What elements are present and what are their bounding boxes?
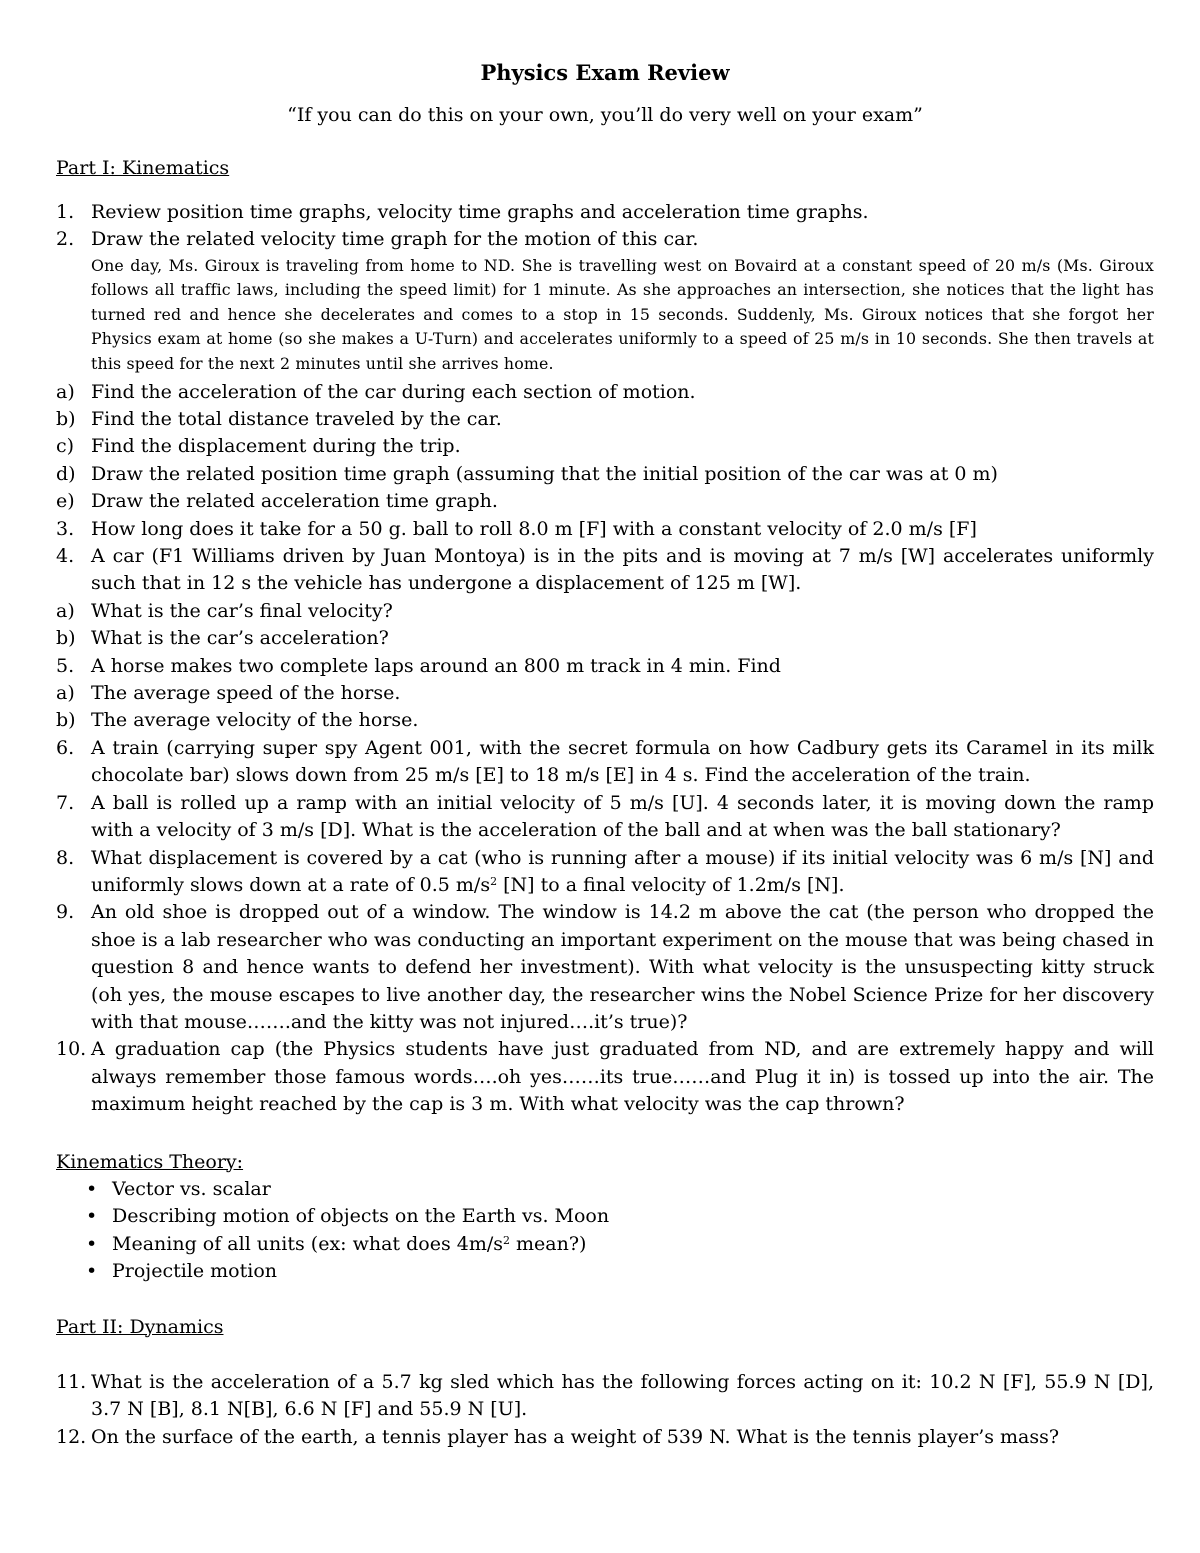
page-title: Physics Exam Review: [480, 60, 730, 85]
question-number: 2.: [56, 228, 75, 251]
car-scenario-text: One day, Ms. Giroux is traveling from home to ND. She is travelling west on Bovaird at a constant speed of 20 m/s (Ms. Giroux follows all traffic laws, including the speed limit) for 1 minute. As she approaches an intersection, she notices that the light has turned red and hence she decelerates and comes to a stop in 15 seconds. Suddenly, Ms. Giroux notices that she forgot her Physics exam at home (so she makes a U-Turn) and accelerates uniformly to a speed of 25 m/s in 10 seconds. She then travels at this speed for the next 2 minutes until she arrives home.: [91, 255, 1154, 373]
subquestion-letter: c): [56, 435, 75, 458]
bullet-text: Describing motion of objects on the Earth vs. Moon: [112, 1205, 610, 1228]
question-number: 12.: [56, 1425, 87, 1448]
subquestion-text: What is the car’s acceleration?: [91, 627, 389, 650]
superscript: 2: [503, 1233, 510, 1247]
subquestion-text: Find the displacement during the trip.: [91, 435, 461, 458]
subquestion-text: Find the total distance traveled by the car.: [91, 408, 502, 430]
subquestion-text: Draw the related position time graph (assuming that the initial position of the car was at 0 m): [91, 462, 998, 485]
question-5: [56, 653, 1154, 680]
question-number: 7.: [56, 791, 75, 814]
question-12: [56, 1424, 1154, 1451]
question-3: [56, 516, 1154, 543]
question-number: 3.: [56, 517, 75, 540]
bullet-icon: •: [86, 1205, 98, 1228]
question-2c: [56, 433, 1154, 460]
question-number: 4.: [56, 545, 75, 568]
question-text: [91, 845, 1154, 900]
question-number: 8.: [56, 846, 75, 869]
subquestion-letter: b): [56, 709, 76, 732]
question-1: [56, 199, 1154, 226]
question-number: 6.: [56, 736, 75, 759]
bullet-text: [112, 1231, 586, 1258]
bullet-text-part: mean?): [510, 1232, 587, 1255]
subquestion-letter: b): [56, 627, 76, 650]
question-2b: [56, 406, 1154, 433]
subquestion-letter: d): [56, 462, 76, 485]
question-4a: [56, 598, 1154, 625]
subquestion-letter: a): [56, 380, 75, 403]
theory-bullets: [56, 1176, 1154, 1286]
subquestion-letter: a): [56, 682, 75, 705]
question-number: 1.: [56, 200, 75, 223]
question-text: An old shoe is dropped out of a window. The window is 14.2 m above the cat (the person who dropped the shoe is a lab researcher who was conducting an important experiment on the mouse that was being chased in question 8 and hence wants to defend her investment). With what velocity is the unsuspecting kitty struck (oh yes, the mouse escapes to live another day, the researcher wins the Nobel Science Prize for her discovery with that mouse…….and the kitty was not injured….it’s true)?: [91, 901, 1154, 1033]
subquestion-text: The average velocity of the horse.: [91, 709, 419, 732]
dynamics-questions: [56, 1369, 1154, 1451]
subquestion-text: Draw the related acceleration time graph.: [91, 490, 498, 513]
subquestion-letter: b): [56, 408, 76, 430]
question-2d: [56, 461, 1154, 488]
bullet-item: [86, 1258, 1154, 1285]
question-text-part: [N] to a final velocity of 1.2m/s [N].: [497, 873, 845, 896]
question-text: Review position time graphs, velocity time graphs and acceleration time graphs.: [91, 200, 869, 223]
question-5a: [56, 680, 1154, 707]
question-6: [56, 735, 1154, 790]
question-2a: [56, 379, 1154, 406]
bullet-icon: •: [86, 1177, 98, 1200]
page-subtitle: “If you can do this on your own, you’ll do very well on your exam”: [287, 104, 923, 126]
subquestion-text: Find the acceleration of the car during each section of motion.: [91, 380, 696, 403]
question-10: [56, 1036, 1154, 1118]
bullet-item: [86, 1176, 1154, 1203]
bullet-text-part: Meaning of all units (ex: what does 4m/s: [112, 1232, 503, 1255]
question-text: How long does it take for a 50 g. ball to roll 8.0 m [F] with a constant velocity of 2.0 m/s [F]: [91, 517, 977, 540]
bullet-text: Vector vs. scalar: [112, 1177, 271, 1200]
question-text: A horse makes two complete laps around an 800 m track in 4 min. Find: [91, 654, 781, 677]
question-7: [56, 790, 1154, 845]
subquestion-text: What is the car’s final velocity?: [91, 599, 393, 622]
question-number: 9.: [56, 901, 75, 924]
question-4: [56, 543, 1154, 598]
question-2e: [56, 488, 1154, 515]
question-text: What is the acceleration of a 5.7 kg sled which has the following forces acting on it: 10.2 N [F], 55.9 N [D], 3.7 N [B], 8.1 N[B], 6.6 N [F] and 55.9 N [U].: [91, 1371, 1154, 1421]
bullet-icon: •: [86, 1260, 98, 1283]
superscript: 2: [490, 874, 498, 888]
question-11: [56, 1369, 1154, 1424]
section-heading-kinematics: Part I: Kinematics: [56, 157, 230, 180]
question-number: 11.: [56, 1371, 87, 1393]
bullet-text: Projectile motion: [112, 1260, 277, 1283]
question-text: A graduation cap (the Physics students have just graduated from ND, and are extremely happy and will always remember those famous words….oh yes……its true……and Plug it in) is tossed up into the air. The maximum height reached by the cap is 3 m. With what velocity was the cap thrown?: [91, 1038, 1154, 1116]
question-5b: [56, 707, 1154, 734]
section-heading-dynamics: Part II: Dynamics: [56, 1315, 224, 1338]
question-text: A train (carrying super spy Agent 001, with the secret formula on how Cadbury gets its Caramel in its milk chocolate bar) slows down from 25 m/s [E] to 18 m/s [E] in 4 s. Find the acceleration of the train.: [91, 736, 1154, 787]
question-text: Draw the related velocity time graph for the motion of this car.: [91, 228, 699, 251]
question-text: A car (F1 Williams driven by Juan Montoya) is in the pits and is moving at 7 m/s [W] accelerates uniformly such that in 12 s the vehicle has undergone a displacement of 125 m [W].: [91, 545, 1154, 595]
subquestion-letter: e): [56, 490, 75, 513]
question-4b: [56, 625, 1154, 652]
question-9: [56, 899, 1154, 1036]
question-2: [56, 226, 1154, 253]
bullet-item: [86, 1203, 1154, 1230]
question-number: 5.: [56, 654, 75, 677]
bullet-icon: •: [86, 1232, 98, 1255]
question-8: [56, 845, 1154, 900]
question-text-part: What displacement is covered by a cat (who is running after a mouse) if its initial velocity was 6 m/s [N] and uniformly slows down at a rate of 0.5 m/s: [91, 846, 1154, 896]
question-number: 10.: [56, 1038, 87, 1061]
subquestion-letter: a): [56, 599, 75, 622]
bullet-item: [86, 1231, 1154, 1258]
kinematics-questions: [56, 199, 1154, 1119]
subquestion-text: The average speed of the horse.: [91, 682, 401, 705]
section-heading-kinematics-theory: Kinematics Theory:: [56, 1150, 244, 1173]
question-text: On the surface of the earth, a tennis player has a weight of 539 N. What is the tennis player’s mass?: [91, 1425, 1060, 1448]
question-text: A ball is rolled up a ramp with an initial velocity of 5 m/s [U]. 4 seconds later, it is moving down the ramp with a velocity of 3 m/s [D]. What is the acceleration of the ball and at when was the ball stationary?: [91, 791, 1154, 842]
